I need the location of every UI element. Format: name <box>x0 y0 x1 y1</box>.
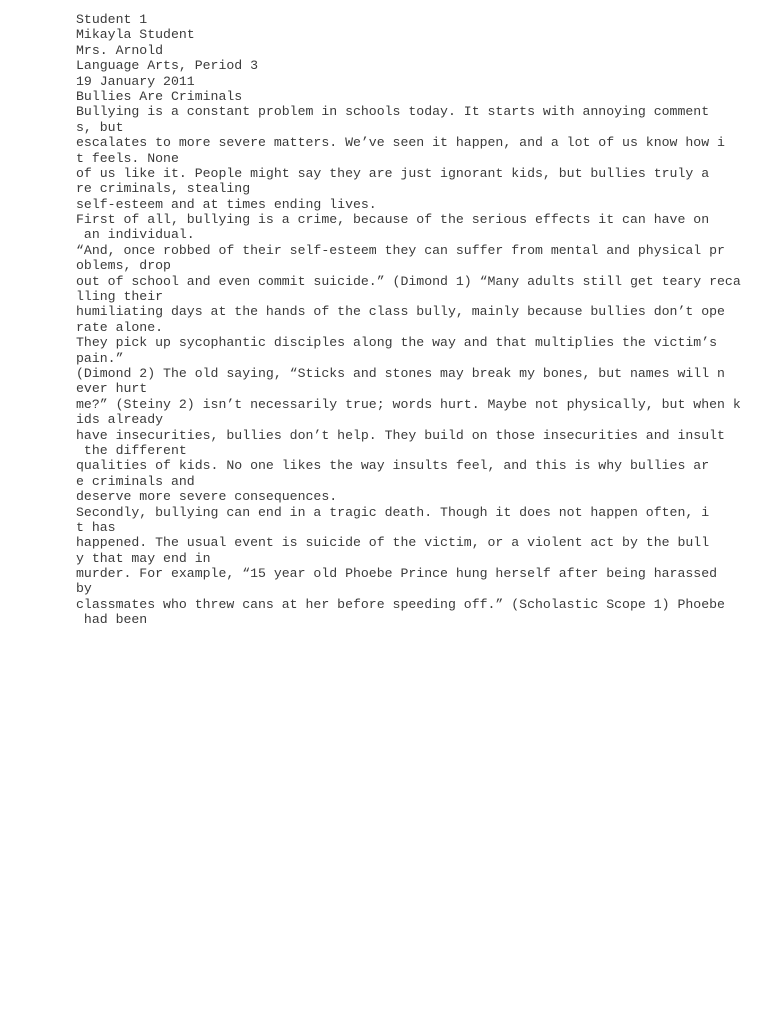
essay-body-line: an individual. <box>76 227 195 243</box>
essay-body-line: They pick up sycophantic disciples along the way and that multiplies the victim’s <box>76 335 718 351</box>
essay-body-line: First of all, bullying is a crime, because of the serious effects it can have on <box>76 212 710 228</box>
essay-body-line: pain.” <box>76 350 124 366</box>
header-teacher-name: Mrs. Arnold <box>76 42 164 58</box>
essay-body-line: Secondly, bullying can end in a tragic death. Though it does not happen often, i <box>76 504 710 520</box>
essay-body-line: have insecurities, bullies don’t help. They build on those insecurities and insult <box>76 427 725 443</box>
essay-body-line: ids already <box>76 412 164 428</box>
essay-body-line: escalates to more severe matters. We’ve seen it happen, and a lot of us know how i <box>76 135 725 151</box>
essay-body-line: out of school and even commit suicide.” (Dimond 1) “Many adults still get teary reca <box>76 273 741 289</box>
essay-title: Bullies Are Criminals <box>76 88 243 104</box>
essay-body-line: y that may end in <box>76 550 211 566</box>
essay-body <box>76 104 756 627</box>
essay-body-line: classmates who threw cans at her before speeding off.” (Scholastic Scope 1) Phoebe <box>76 596 725 612</box>
document-page <box>76 12 756 628</box>
header-date: 19 January 2011 <box>76 73 195 89</box>
header-class-period: Language Arts, Period 3 <box>76 58 259 74</box>
essay-body-line: “And, once robbed of their self-esteem they can suffer from mental and physical pr <box>76 242 725 258</box>
essay-body-line: t feels. None <box>76 150 179 166</box>
essay-body-line: self-esteem and at times ending lives. <box>76 196 377 212</box>
essay-body-line: rate alone. <box>76 319 164 335</box>
essay-body-line: ever hurt <box>76 381 148 397</box>
essay-body-line: t has <box>76 519 116 535</box>
essay-body-line: s, but <box>76 119 124 135</box>
essay-body-line: happened. The usual event is suicide of the victim, or a violent act by the bull <box>76 535 710 551</box>
essay-body-line: had been <box>76 612 148 628</box>
essay-body-line: re criminals, stealing <box>76 181 251 197</box>
essay-body-line: (Dimond 2) The old saying, “Sticks and stones may break my bones, but names will n <box>76 365 725 381</box>
essay-body-line: of us like it. People might say they are just ignorant kids, but bullies truly a <box>76 165 710 181</box>
essay-body-line: qualities of kids. No one likes the way insults feel, and this is why bullies ar <box>76 458 710 474</box>
essay-body-line: Bullying is a constant problem in schools today. It starts with annoying comment <box>76 104 710 120</box>
header-student-name: Mikayla Student <box>76 27 195 43</box>
essay-body-line: murder. For example, “15 year old Phoebe Prince hung herself after being harassed <box>76 566 718 582</box>
essay-body-line: me?” (Steiny 2) isn’t necessarily true; words hurt. Maybe not physically, but when k <box>76 396 741 412</box>
header-page-label: Student 1 <box>76 12 148 27</box>
essay-body-line: the different <box>76 442 187 458</box>
essay-body-line: humiliating days at the hands of the class bully, mainly because bullies don’t ope <box>76 304 725 320</box>
essay-body-line: oblems, drop <box>76 258 171 274</box>
essay-body-line: e criminals and <box>76 473 195 489</box>
essay-body-line: deserve more severe consequences. <box>76 489 338 505</box>
essay-body-line: by <box>76 581 92 597</box>
essay-body-line: lling their <box>76 289 164 305</box>
